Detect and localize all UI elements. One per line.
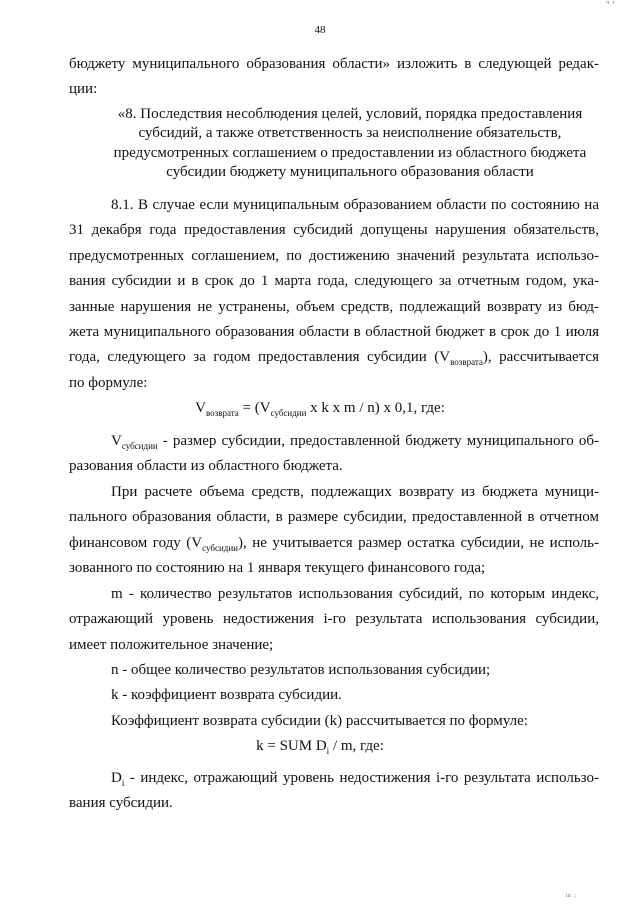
text-fragment: - размер субсидии, предоставленной бюджету муниципального об- [157, 433, 599, 449]
formula-k [0, 738, 640, 755]
paragraph-line: занные нарушения не устранены, объем средств, подлежащий возврату из бюд- [69, 298, 599, 315]
paragraph-line: При расчете объема средств, подлежащих возврату из бюджета муници- [111, 484, 599, 500]
paragraph-line [69, 531, 599, 556]
paragraph-line: по формуле: [69, 374, 148, 391]
paragraph-line: вания субсидии. [69, 795, 173, 812]
k-formula-intro: Коэффициент возврата субсидии (k) рассчитывается по формуле: [111, 712, 528, 729]
subscript: возврата [450, 357, 483, 368]
formula-symbol: V [111, 433, 122, 449]
paragraph-8-1 [69, 193, 599, 396]
formula-text: / m, где: [329, 738, 384, 754]
paragraph-line: имеет положительное значение; [69, 636, 274, 653]
paragraph-line: жета муниципального образования области в областной бюджет в срок до 1 июля [69, 324, 599, 341]
intro-line: бюджету муниципального образования области» изложить в следующей редак- [69, 56, 599, 72]
subscript: i [326, 746, 330, 756]
heading-line: субсидий, а также ответственность за неисполнение обязательств, [138, 125, 562, 142]
definition-d [69, 766, 599, 817]
page-number: 48 [314, 24, 326, 36]
formula-symbol: V [195, 400, 206, 416]
paragraph-line: 8.1. В случае если муниципальным образованием области по состоянию на [111, 197, 599, 213]
corner-scan-mark: ш ; [566, 893, 577, 899]
heading-line: «8. Последствия несоблюдения целей, условий, порядка предоставления [117, 106, 583, 122]
subscript: i [121, 778, 125, 788]
paragraph-line: разования области из областного бюджета. [69, 458, 343, 475]
intro-line: ции: [69, 81, 98, 98]
definition-n: n - общее количество результатов использования субсидии; [111, 662, 491, 678]
subscript: субсидии [121, 441, 158, 451]
formula-text: = (V [238, 400, 271, 416]
paragraph-line: предусмотренных соглашением, по достижению значений результата использо- [69, 247, 599, 264]
subscript: субсидии [202, 542, 238, 553]
paragraph-line: отражающий уровень недостижения i-го результата использования субсидии, [69, 611, 599, 628]
paragraph-line [69, 766, 599, 791]
formula-text: k = SUM D [256, 738, 327, 754]
paragraph-line: m - количество результатов использования субсидий, по которым индекс, [111, 586, 599, 602]
definition-m [69, 582, 599, 658]
formula-v-return [0, 400, 640, 417]
definition-k: k - коэффициент возврата субсидии. [111, 687, 342, 704]
subscript: возврата [205, 408, 239, 418]
text-fragment: - индекс, отражающий уровень недостижения i-го результата использо- [124, 770, 599, 786]
text-fragment: финансовом году (V [69, 534, 203, 551]
paragraph-line [69, 345, 599, 370]
paragraph-line: зованного по состоянию на 1 января текущего финансового года; [69, 560, 486, 577]
paragraph-line: вания субсидии и в срок до 1 марта года, следующего за отчетным годом, ука- [69, 273, 599, 290]
intro-paragraph [69, 52, 599, 103]
corner-scan-mark: ч г [606, 0, 616, 6]
paragraph-line: 31 декабря года предоставления субсидий допущены нарушения обязательств, [69, 222, 599, 239]
text-fragment: ), не учитывается размер остатка субсидии, не исполь- [237, 534, 600, 551]
definition-v-subsidy [69, 429, 599, 480]
text-fragment: ), рассчитывается [482, 349, 599, 366]
text-fragment: года, следующего за годом предоставления субсидии (V [69, 349, 451, 366]
heading-line: субсидии бюджету муниципального образования области [166, 164, 534, 181]
heading-line: предусмотренных соглашением о предоставлении из областного бюджета [113, 144, 587, 161]
section-heading [100, 105, 600, 183]
paragraph-calculation [69, 480, 599, 582]
subscript: субсидии [270, 408, 307, 418]
paragraph-line: пального образования области, в размере субсидии, предоставленной в отчетном [69, 509, 599, 526]
formula-text: x k x m / n) x 0,1, где: [306, 400, 445, 416]
paragraph-line [69, 429, 599, 454]
formula-symbol: D [111, 770, 122, 786]
definitions-n-k [69, 658, 599, 734]
